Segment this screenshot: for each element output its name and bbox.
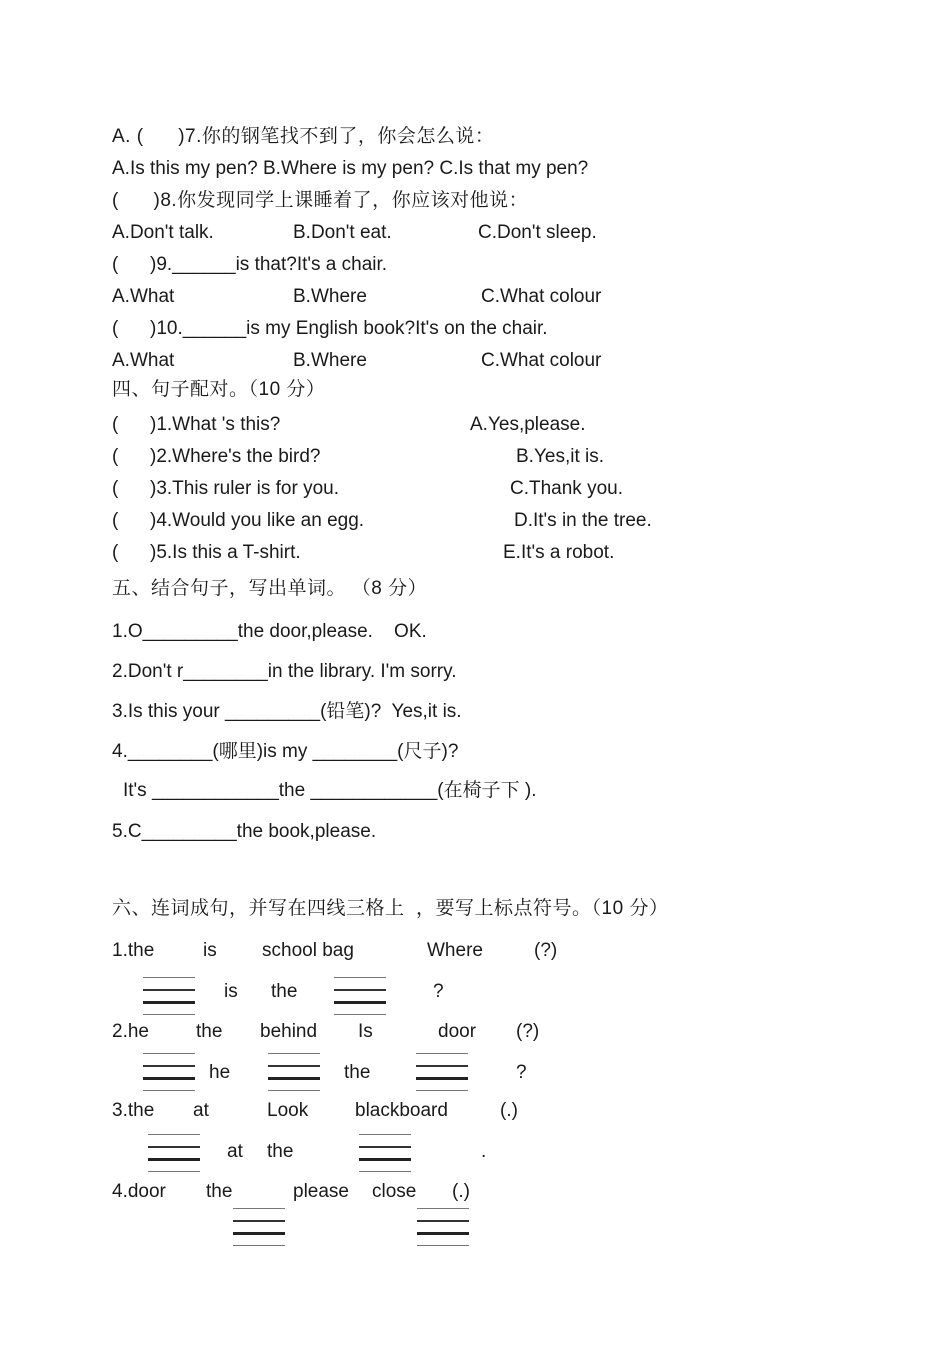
writing-grid[interactable] (334, 977, 386, 1015)
question-7-options: A.Is this my pen? B.Where is my pen? C.Is that my pen? (112, 158, 589, 179)
q2-answer-word: he (209, 1062, 231, 1083)
question-9-option-c: C.What colour (481, 286, 602, 307)
question-10-option-a: A.What (112, 350, 175, 371)
q2-word: the (196, 1021, 223, 1042)
q4-word: the (206, 1181, 233, 1202)
question-10-option-c: C.What colour (481, 350, 602, 371)
question-8-option-c: C.Don't sleep. (478, 222, 597, 243)
q1-word: school bag (262, 940, 354, 961)
writing-grid[interactable] (416, 1053, 468, 1091)
match-right-e: E.It's a robot. (503, 542, 615, 563)
q4-word: 4.door (112, 1181, 166, 1202)
section-5-title: 五、结合句子，写出单词。 （8 分） (112, 578, 428, 599)
q3-word: blackboard (355, 1100, 448, 1121)
q1-answer-word: the (271, 981, 298, 1002)
q3-word: Look (267, 1100, 309, 1121)
q2-answer-word: ? (516, 1062, 527, 1083)
fill-line-2: 2.Don't r________in the library. I'm sorry. (112, 661, 457, 682)
writing-grid[interactable] (233, 1208, 285, 1246)
q2-word: 2.he (112, 1021, 149, 1042)
q3-word: (.) (500, 1100, 518, 1121)
q3-answer-word: the (267, 1141, 294, 1162)
writing-grid[interactable] (148, 1134, 200, 1172)
question-7: A. ( )7.你的钢笔找不到了，你会怎么说： (112, 126, 495, 147)
q1-answer-word: is (224, 981, 238, 1002)
fill-line-4b: It's ____________the ____________(在椅子下 ). (123, 780, 537, 801)
match-right-c: C.Thank you. (510, 478, 623, 499)
match-right-b: B.Yes,it is. (516, 446, 605, 467)
section-6-title: 六、连词成句，并写在四线三格上 ，要写上标点符号。（10 分） (112, 898, 669, 919)
match-left-5: ( )5.Is this a T-shirt. (112, 542, 301, 563)
question-9-option-b: B.Where (293, 286, 367, 307)
writing-grid[interactable] (359, 1134, 411, 1172)
match-right-d: D.It's in the tree. (514, 510, 652, 531)
fill-line-5: 5.C_________the book,please. (112, 821, 377, 842)
question-8-option-a: A.Don't talk. (112, 222, 214, 243)
q2-answer-word: the (344, 1062, 371, 1083)
question-9-option-a: A.What (112, 286, 175, 307)
q3-answer-word: . (481, 1141, 487, 1162)
question-9: ( )9.______is that?It's a chair. (112, 254, 388, 275)
q4-word: please (293, 1181, 349, 1202)
q3-word: at (193, 1100, 209, 1121)
q1-answer-word: ? (433, 981, 444, 1002)
question-8-option-b: B.Don't eat. (293, 222, 392, 243)
fill-line-3: 3.Is this your _________(铅笔)? Yes,it is. (112, 701, 462, 722)
match-right-a: A.Yes,please. (470, 414, 586, 435)
match-left-4: ( )4.Would you like an egg. (112, 510, 365, 531)
match-left-2: ( )2.Where's the bird? (112, 446, 321, 467)
q1-word: Where (427, 940, 483, 961)
q3-answer-word: at (227, 1141, 243, 1162)
section-4-title: 四、句子配对。（10 分） (112, 379, 326, 400)
q1-word: (?) (534, 940, 558, 961)
match-left-3: ( )3.This ruler is for you. (112, 478, 339, 499)
q4-word: (.) (452, 1181, 470, 1202)
q4-word: close (372, 1181, 417, 1202)
q3-word: 3.the (112, 1100, 155, 1121)
question-10-option-b: B.Where (293, 350, 367, 371)
writing-grid[interactable] (417, 1208, 469, 1246)
q1-word: 1.the (112, 940, 155, 961)
q2-word: Is (358, 1021, 373, 1042)
q2-word: door (438, 1021, 477, 1042)
question-8: ( )8.你发现同学上课睡着了，你应该对他说： (112, 190, 529, 211)
fill-line-1: 1.O_________the door,please. OK. (112, 621, 427, 642)
writing-grid[interactable] (143, 977, 195, 1015)
match-left-1: ( )1.What 's this? (112, 414, 281, 435)
q2-word: behind (260, 1021, 318, 1042)
question-10: ( )10.______is my English book?It's on the chair. (112, 318, 548, 339)
fill-line-4: 4.________(哪里)is my ________(尺子)? (112, 741, 459, 762)
writing-grid[interactable] (268, 1053, 320, 1091)
q1-word: is (203, 940, 217, 961)
writing-grid[interactable] (143, 1053, 195, 1091)
q2-word: (?) (516, 1021, 540, 1042)
